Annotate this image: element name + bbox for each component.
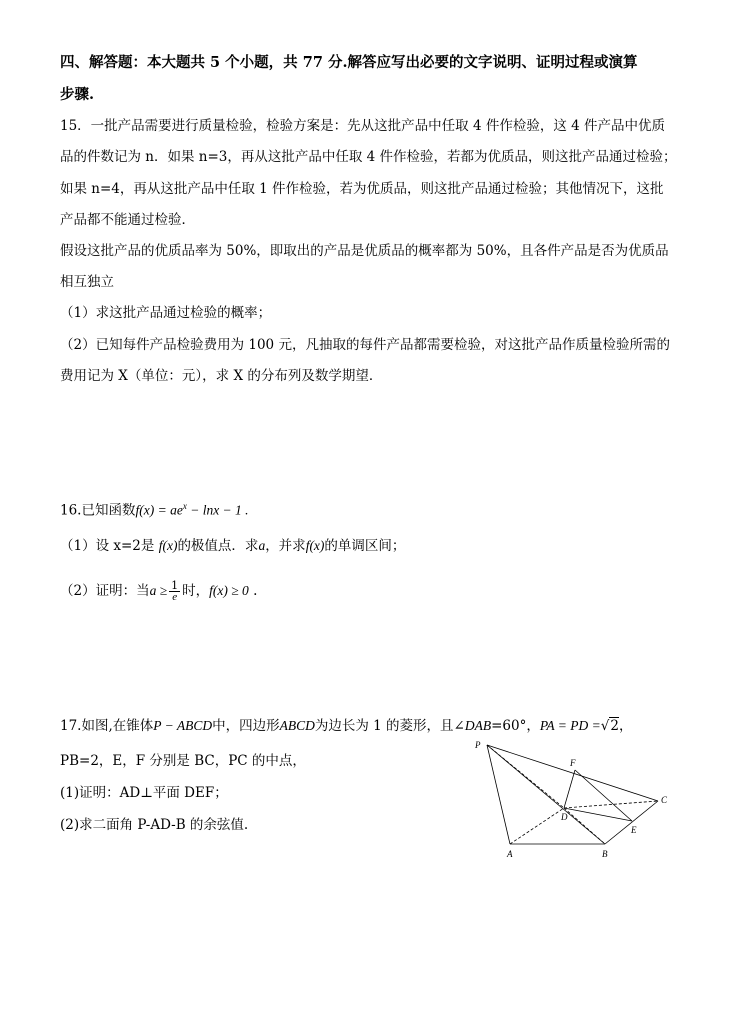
q16-prefix: 16.已知函数 (60, 502, 136, 519)
q15-part2-line1: （2）已知每件产品检验费用为 100 元，凡抽取的每件产品都需要检验，对这批产品作质量检验所需的 (60, 337, 670, 353)
q15-line6: 相互独立 (60, 274, 114, 290)
q17-sqrt: √2 (600, 718, 619, 734)
edge-ad (510, 808, 564, 844)
section-header-line1: 四、解答题：本大题共 5 个小题，共 77 分.解答应写出必要的文字说明、证明过程或演算 (60, 54, 638, 71)
edge-de (564, 808, 632, 821)
q15-line5: 假设这批产品的优质品率为 50%，即取出的产品是优质品的概率都为 50%，且各件产品是否为优质品 (60, 243, 669, 259)
q15-line4: 产品都不能通过检验． (60, 212, 195, 228)
q15-part1: （1）求这批产品通过检验的概率； (60, 305, 272, 321)
q15-line2: 品的件数记为 n．如果 n=3，再从这批产品中任取 4 件作检验，若都为优质品，则这批产品通过检验； (60, 149, 677, 165)
q16-part2-a: （2）证明：当 (60, 583, 150, 599)
label-b: B (602, 849, 608, 859)
edge-pc (487, 745, 658, 801)
q16-formula-tail: − lnx − 1 . (186, 502, 249, 518)
edge-fe (575, 770, 632, 821)
q16-line1 (60, 497, 249, 520)
label-p: P (475, 740, 481, 750)
q16-part2-ineq: a ≥ (149, 583, 168, 598)
q17-line1-a: 17.如图,在锥体 (60, 718, 154, 734)
q16-part1-e: ，并求 (265, 538, 306, 554)
q17-line1-g: =60°， (491, 718, 540, 734)
q16-formula-sup: x (182, 501, 187, 511)
edge-pb (487, 745, 605, 844)
q17-pyramid: P − ABCD (153, 718, 213, 733)
q17-part1: (1)证明：AD⊥平面 DEF； (60, 785, 228, 801)
edge-pa (487, 745, 510, 844)
q16-part1-alpha: a (258, 538, 266, 553)
q16-part2 (60, 578, 257, 604)
label-e: E (631, 825, 637, 835)
q15-line1: 15．一批产品需要进行质量检验，检验方案是：先从这批产品中任取 4 件作检验，这 4 件产品中优质 (60, 118, 666, 134)
q16-part1 (60, 537, 405, 555)
q15-line3: 如果 n=4，再从这批产品中任取 1 件作检验，若为优质品，则这批产品通过检验；其他情况下，这批 (60, 181, 664, 197)
q17-part2: (2)求二面角 P-AD-B 的余弦值. (60, 817, 249, 833)
q17-angle: DAB (464, 718, 492, 733)
q16-fraction-denominator: e (172, 591, 178, 603)
q16-part2-c: 时， (182, 583, 210, 599)
q16-part2-e: . (248, 583, 258, 599)
label-d: D (561, 812, 568, 822)
edge-fd (564, 770, 575, 808)
q16-part2-conclusion: f(x) ≥ 0 (209, 583, 249, 598)
q17-line1-e: 为边长为 1 的菱形，且∠ (314, 718, 465, 734)
q16-part1-g: 的单调区间； (324, 538, 406, 554)
q17-sqrt-radicand: 2 (610, 718, 619, 734)
q16-fraction-numerator: 1 (171, 579, 179, 592)
q17-line1-i: ， (618, 718, 633, 734)
q16-part1-fx1: f(x) (158, 538, 178, 553)
q17-line1 (60, 717, 632, 735)
q17-line2: PB=2，E，F 分别是 BC，PC 的中点， (60, 753, 306, 769)
q16-part1-c: 的极值点．求 (177, 538, 259, 554)
label-f: F (570, 758, 576, 768)
q17-pa-pd: PA = PD = (539, 718, 601, 733)
pyramid-figure (470, 738, 680, 863)
q15-part2-line2: 费用记为 X（单位：元），求 X 的分布列及数学期望． (60, 368, 383, 384)
edge-db (564, 808, 605, 844)
q16-part1-a: （1）设 x=2是 (60, 538, 155, 554)
q17-rhombus: ABCD (279, 718, 315, 733)
q16-part1-fx2: f(x) (305, 538, 325, 553)
label-a: A (507, 849, 513, 859)
section-header-line2: 步骤. (60, 86, 95, 103)
label-c: C (661, 795, 668, 805)
edge-bc (605, 801, 658, 844)
q16-formula: f(x) = ae (135, 502, 183, 518)
q16-part2-fraction (169, 580, 180, 603)
q17-line1-c: 中，四边形 (212, 718, 280, 734)
